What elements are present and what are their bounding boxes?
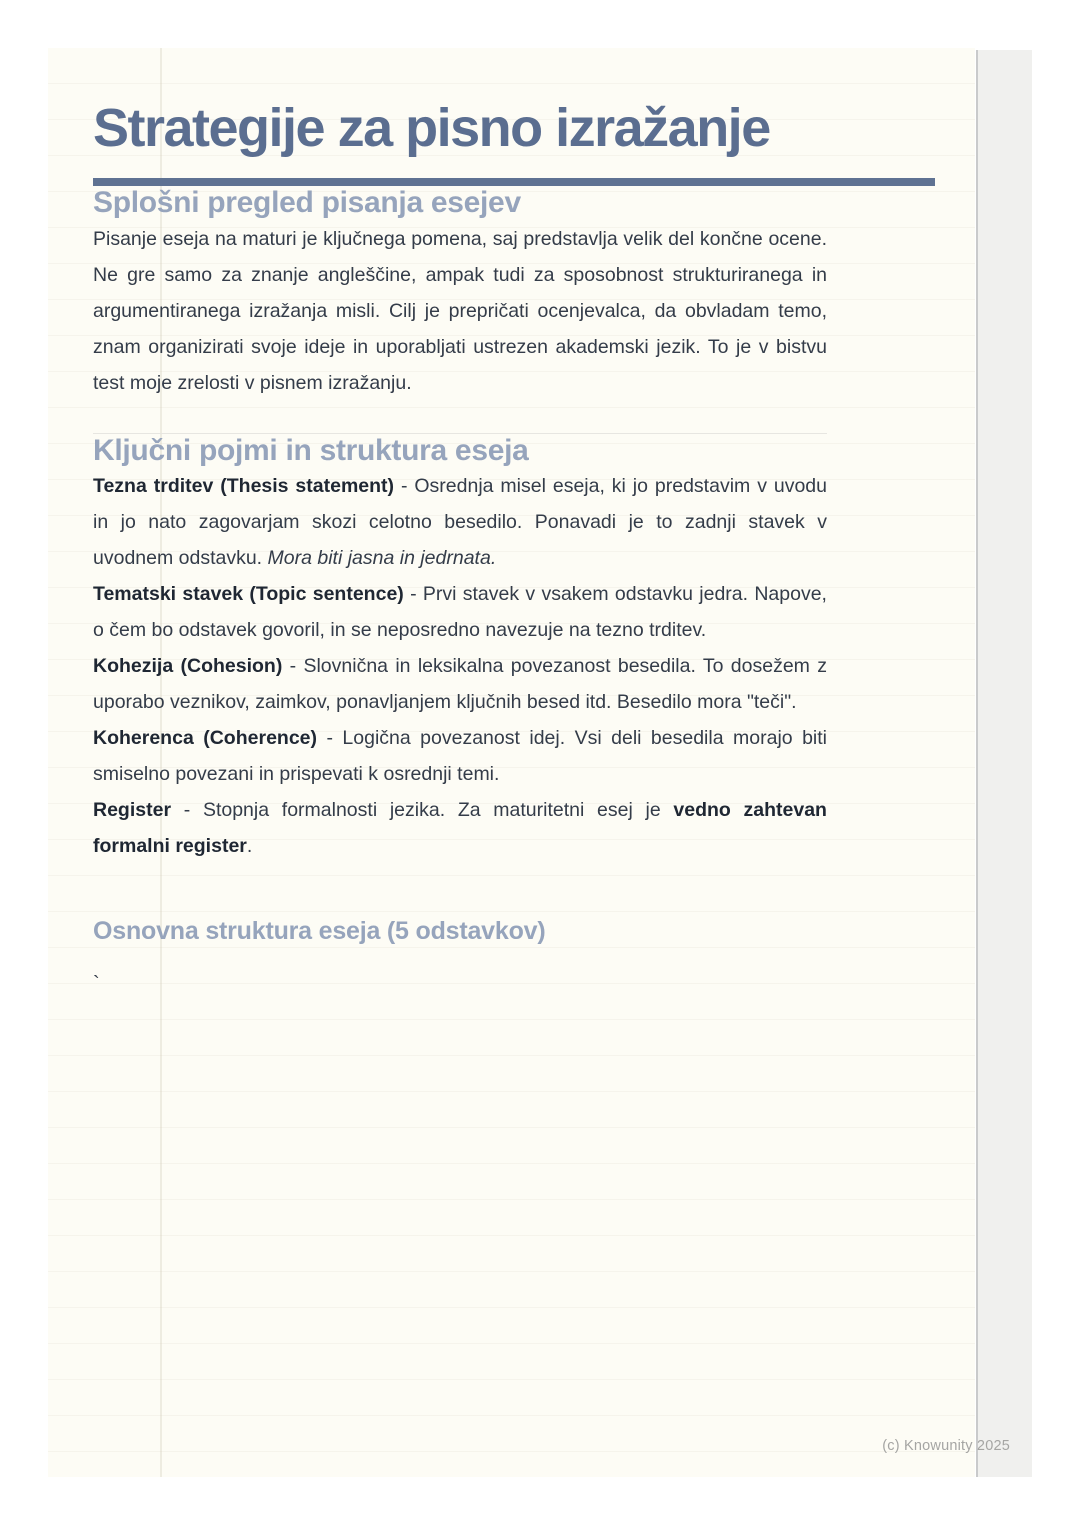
term-paragraph-cohesion xyxy=(93,648,827,720)
term-name: Tematski stavek (Topic sentence) xyxy=(93,583,404,606)
stray-backtick-character: ` xyxy=(93,973,100,996)
page-title: Strategije za pisno izražanje xyxy=(93,98,770,158)
term-separator: - xyxy=(403,583,423,606)
term-paragraph-register xyxy=(93,792,827,864)
term-name: Kohezija (Cohesion) xyxy=(93,655,283,678)
term-separator: - xyxy=(171,799,203,822)
term-paragraph-thesis xyxy=(93,468,827,576)
subsection-heading-structure: Osnovna struktura eseja (5 odstavkov) xyxy=(93,917,546,946)
page-content xyxy=(93,48,827,994)
term-paragraph-coherence xyxy=(93,720,827,792)
section-heading-overview: Splošni pregled pisanja esejev xyxy=(93,186,521,220)
term-name: Register xyxy=(93,799,172,822)
term-description: Stopnja formalnosti jezika. Za maturitetni esej je xyxy=(202,799,674,822)
term-separator: - xyxy=(317,727,343,750)
term-description: Osrednja misel eseja, ki jo predstavim v uvodu in jo nato zagovarjam skozi celotno besedilo. Ponavadi je to zadnji stavek v uvodnem odstavku. xyxy=(93,475,827,570)
term-separator: - xyxy=(394,475,415,498)
term-separator: - xyxy=(282,655,304,678)
title-underline-rule xyxy=(93,178,935,186)
term-description: Slovnična in leksikalna povezanost besedila. To dosežem z uporabo veznikov, zaimkov, ponavljanjem ključnih besed itd. Besedilo mora "teči". xyxy=(93,655,827,714)
term-description-bold: vedno zahtevan formalni register xyxy=(93,799,827,858)
intro-paragraph: Pisanje eseja na maturi je ključnega pomena, saj predstavlja velik del končne ocene. Ne gre samo za znanje angleščine, ampak tudi za sposobnost strukturiranega in argumentiranega izražanja misli. Cilj je prepričati ocenjevalca, da obvladam temo, znam organizirati svoje ideje in uporabljati ustrezen akademski jezik. To je v bistvu test moje zrelosti v pisnem izražanju. xyxy=(93,227,827,394)
term-description-tail: . xyxy=(246,835,253,858)
term-description: Prvi stavek v vsakem odstavku jedra. Napove, o čem bo odstavek govoril, in se neposredno navezuje na tezno trditev. xyxy=(93,583,827,642)
term-description: Logična povezanost idej. Vsi deli besedila morajo biti smiselno povezani in prispevati k osrednji temi. xyxy=(93,727,827,786)
term-name: Koherenca (Coherence) xyxy=(93,727,318,750)
term-name: Tezna trditev (Thesis statement) xyxy=(93,475,395,498)
section-heading-key-terms: Ključni pojmi in struktura eseja xyxy=(93,433,529,467)
term-description-italic: Mora biti jasna in jedrnata. xyxy=(267,547,497,570)
term-paragraph-topic-sentence xyxy=(93,576,827,648)
document-page xyxy=(48,48,975,1477)
scrollbar-track-strip[interactable] xyxy=(976,50,1032,1477)
copyright-footer: (c) Knowunity 2025 xyxy=(882,1438,1010,1454)
